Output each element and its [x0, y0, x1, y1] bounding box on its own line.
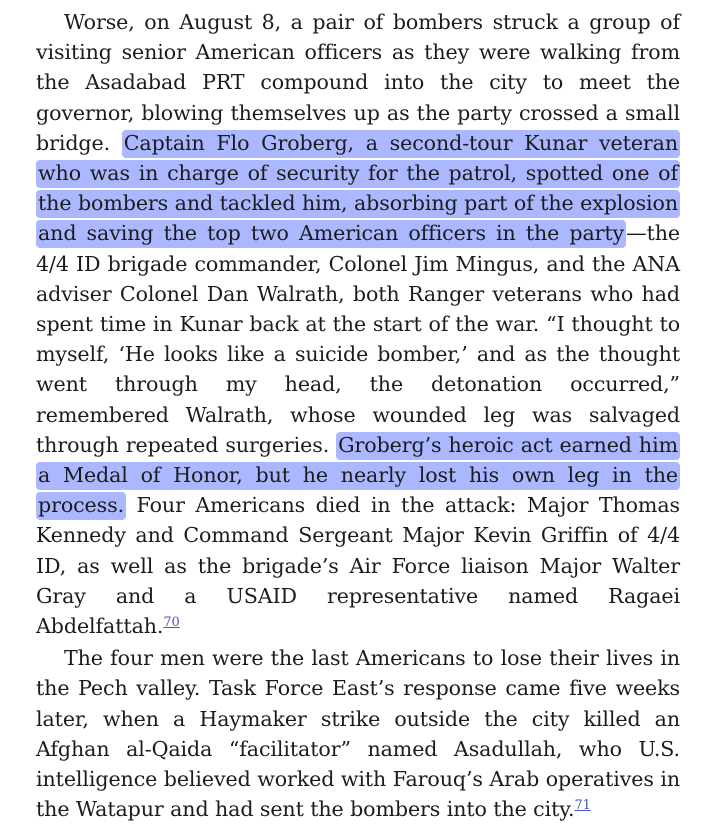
- paragraph-1-text-c: Four Americans died in the attack: Major Thomas Kennedy and Command Sergeant Major Kevin Griffin of 4/4 ID, as well as the brigade’s Air Force liaison Major Walter Gray and a USAID representative named Ragaei Abdelfattah.: [36, 493, 680, 639]
- highlight-groberg-tackle[interactable]: Captain Flo Groberg, a second-tour Kunar veteran who was in charge of security for the patrol, spotted one of the bombers and tackled him, absorbing part of the explosion and saving the top two American officers in the party: [36, 130, 680, 249]
- paragraph-1: [36, 7, 680, 641]
- paragraph-1-text-a: Worse, on August 8, a pair of bombers struck a group of visiting senior American officers as they were walking from the Asadabad PRT compound into the city to meet the governor, blowing themselves up as the party crossed a small bridge.: [36, 10, 680, 155]
- paragraph-2: [36, 643, 680, 824]
- footnote-link-71[interactable]: 71: [574, 798, 591, 814]
- footnote-link-70[interactable]: 70: [163, 615, 180, 631]
- book-page: [36, 7, 680, 826]
- paragraph-2-text: The four men were the last Americans to lose their lives in the Pech valley. Task Force East’s response came five weeks later, when a Haymaker strike outside the city killed an Afghan al-Qaida “facilitator” named Asadullah, who U.S. intelligence believed worked with Farouq’s Arab operatives in the Watapur and had sent the bombers into the city.: [36, 646, 680, 822]
- paragraph-1-text-b: —the 4/4 ID brigade commander, Colonel Jim Mingus, and the ANA adviser Colonel Dan Walrath, both Ranger veterans who had spent time in Kunar back at the start of the war. “I thought to myself, ‘He looks like a suicide bomber,’ and as the thought went through my head, the detonation occurred,” remembered Walrath, whose wounded leg was salvaged through repeated surgeries.: [36, 221, 680, 457]
- highlight-medal-of-honor[interactable]: Groberg’s heroic act earned him a Medal of Honor, but he nearly lost his own leg in the process.: [36, 432, 680, 520]
